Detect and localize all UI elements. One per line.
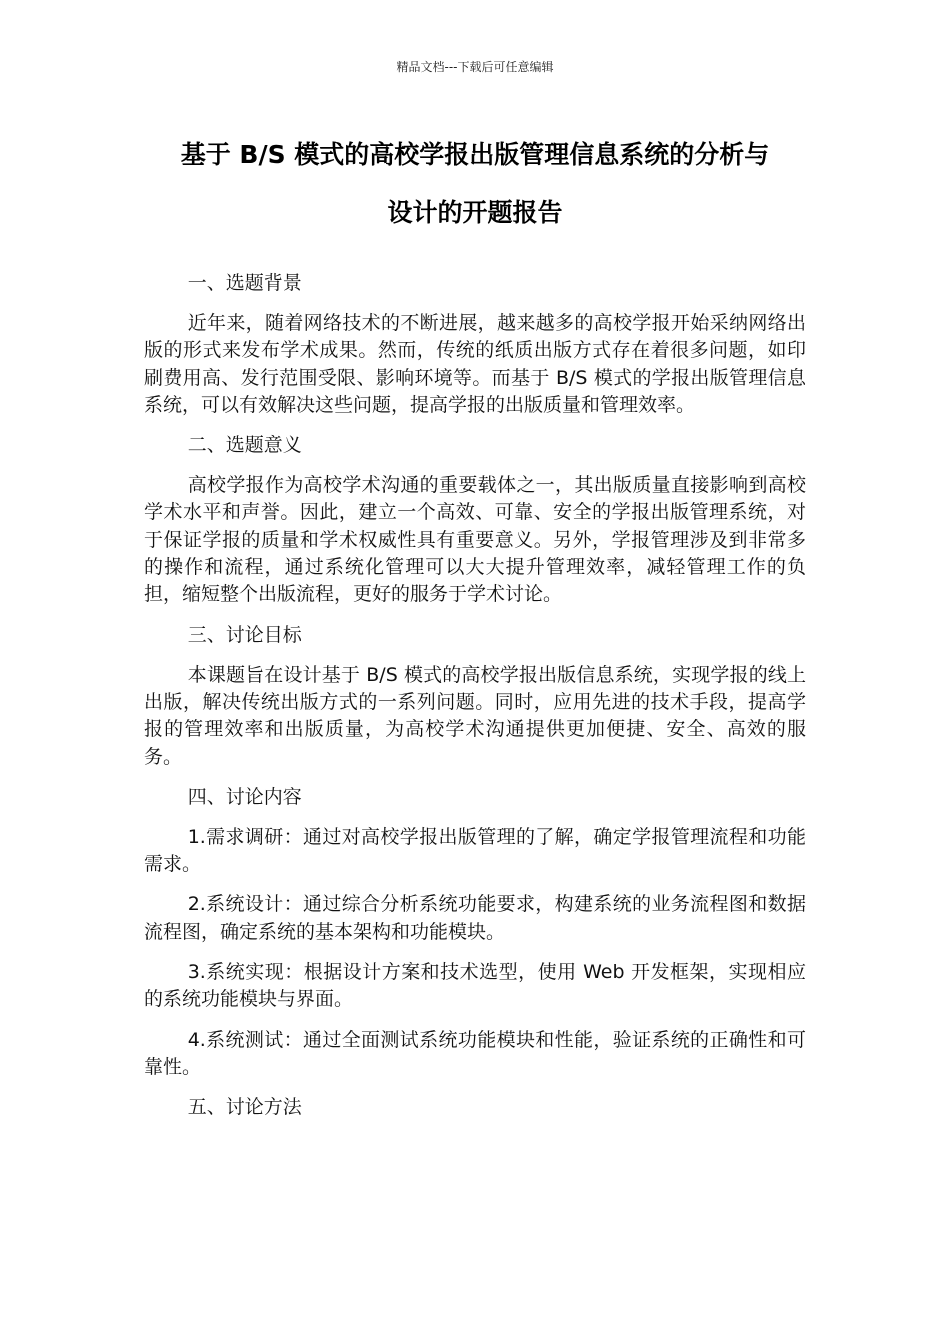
document-title xyxy=(120,126,830,242)
title-line-2: 设计的开题报告 xyxy=(387,198,563,227)
paragraph-significance: 高校学报作为高校学术沟通的重要载体之一，其出版质量直接影响到高校学术水平和声誉。因此，建立一个高效、可靠、安全的学报出版管理系统，对于保证学报的质量和学术权威性具有重要意义。另外，学报管理涉及到非常多的操作和流程，通过系统化管理可以大大提升管理效率，减轻管理工作的负担，缩短整个出版流程，更好的服务于学术讨论。 xyxy=(144,474,806,606)
content-item-3: 3.系统实现：根据设计方案和技术选型，使用 Web 开发框架，实现相应的系统功能模块与界面。 xyxy=(144,961,806,1011)
paragraph-background: 近年来，随着网络技术的不断进展，越来越多的高校学报开始采纳网络出版的形式来发布学术成果。然而，传统的纸质出版方式存在着很多问题，如印刷费用高、发行范围受限、影响环境等。而基于 B/S 模式的学报出版管理信息系统，可以有效解决这些问题，提高学报的出版质量和管理效率。 xyxy=(144,312,806,416)
page-header: 精品文档---下载后可任意编辑 xyxy=(396,60,554,74)
section-heading-goals: 三、讨论目标 xyxy=(187,623,302,646)
section-heading-background: 一、选题背景 xyxy=(187,272,302,294)
document-body xyxy=(144,270,806,1134)
title-line-1: 基于 B/S 模式的高校学报出版管理信息系统的分析与 xyxy=(180,140,770,169)
content-item-1: 1.需求调研：通过对高校学报出版管理的了解，确定学报管理流程和功能需求。 xyxy=(144,825,806,876)
content-item-2: 2.系统设计：通过综合分析系统功能要求，构建系统的业务流程图和数据流程图，确定系统的基本架构和功能模块。 xyxy=(144,893,806,943)
section-heading-content: 四、讨论内容 xyxy=(187,785,302,808)
section-heading-significance: 二、选题意义 xyxy=(187,434,302,457)
section-heading-methods: 五、讨论方法 xyxy=(187,1096,302,1119)
paragraph-goals: 本课题旨在设计基于 B/S 模式的高校学报出版信息系统，实现学报的线上出版，解决传统出版方式的一系列问题。同时，应用先进的技术手段，提高学报的管理效率和出版质量，为高校学术沟通提供更加便捷、安全、高效的服务。 xyxy=(144,663,806,768)
content-item-4: 4.系统测试：通过全面测试系统功能模块和性能，验证系统的正确性和可靠性。 xyxy=(144,1028,806,1078)
